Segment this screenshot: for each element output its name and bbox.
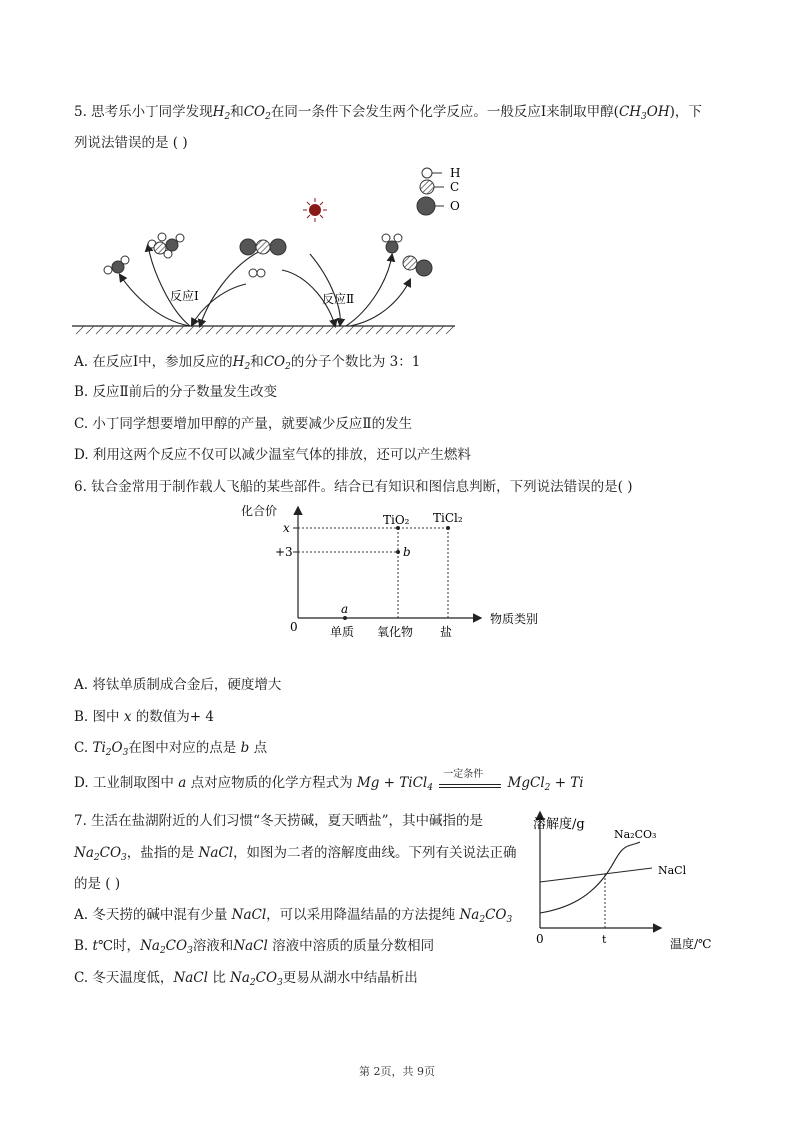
water-molecule [104, 256, 129, 274]
h2-molecule-1 [249, 269, 265, 277]
q7-option-a[interactable]: A. 冬天捞的碱中混有少量 NaCl，可以采用降温结晶的方法提纯 $Na_2CO_3$ [74, 907, 513, 925]
q6-point-a [343, 616, 347, 620]
q7-legend-na2co3: Na₂CO₃ [614, 828, 657, 841]
q7-curve-nacl [540, 868, 652, 882]
svg-text:C: C [450, 180, 460, 194]
q7-solubility-chart [530, 808, 730, 953]
q7-option-c[interactable]: C. 冬天温度低，NaCl 比 $Na_2CO_3$更易从湖水中结晶析出 [74, 970, 418, 988]
legend-c [420, 180, 459, 194]
q6-xcat-2: 氧化物 [377, 625, 414, 639]
q7-xtick-t: t [602, 933, 607, 946]
q5-option-b[interactable]: B. 反应Ⅱ前后的分子数量发生改变 [74, 384, 278, 400]
q6-option-c[interactable]: C. $Ti_2O_3$在图中对应的点是 b 点 [74, 740, 268, 758]
q6-point-a-label: a [341, 602, 349, 616]
q5-stem-line2: 列说法错误的是 ( ) [74, 135, 188, 151]
q5-option-a[interactable]: A. 在反应Ⅰ中，参加反应的$H_2$和$CO_2$的分子个数比为 3：1 [74, 354, 421, 372]
sun-icon [303, 198, 327, 222]
reaction1-arrows [120, 245, 262, 326]
q6-option-d[interactable]: D. 工业制取图中 a 点对应物质的化学方程式为 Mg + TiCl$_4$ 一定条件 MgCl$_2$ + Ti [74, 768, 584, 793]
co2-molecule-1 [240, 239, 286, 255]
q7-option-b[interactable]: B. t℃时，$Na_2CO_3$溶液和NaCl 溶液中溶质的质量分数相同 [74, 938, 435, 956]
q6-ytick-3: +3 [275, 545, 293, 559]
q7-legend-nacl: NaCl [658, 864, 687, 877]
q7-stem-line2: $Na_2CO_3$，盐指的是 NaCl，如图为二者的溶解度曲线。下列有关说法正确 [74, 845, 517, 863]
co-molecule [403, 256, 432, 276]
methanol-molecule [148, 233, 184, 258]
q6-ytick-x: x [283, 521, 290, 535]
q6-point-b [396, 550, 400, 554]
water-molecule-2 [382, 234, 402, 253]
q5-option-d[interactable]: D. 利用这两个反应不仅可以减少温室气体的排放，还可以产生燃料 [74, 447, 471, 463]
legend-o [417, 197, 460, 215]
q6-point-ticl2-label: TiCl₂ [433, 511, 463, 525]
q6-origin: 0 [290, 620, 298, 634]
q6-point-b-label: b [403, 545, 411, 559]
reaction2-label: 反应Ⅱ [322, 292, 355, 306]
q6-ylabel: 化合价 [241, 504, 278, 518]
reaction2-arrows [282, 254, 410, 326]
q7-ylabel: 溶解度/g [533, 817, 585, 832]
ground [72, 326, 455, 334]
q7-stem-line1: 7. 生活在盐湖附近的人们习惯“冬天捞碱，夏天晒盐”，其中碱指的是 [74, 813, 483, 829]
q6-option-a[interactable]: A. 将钛单质制成合金后，硬度增大 [74, 677, 282, 693]
q6-stem: 6. 钛合金常用于制作载人飞船的某些部件。结合已有知识和图信息判断，下列说法错误的是( ) [74, 479, 633, 495]
q7-curve-na2co3 [540, 842, 640, 913]
q6-valence-chart [235, 500, 555, 640]
q6-xlabel: 物质类别 [490, 612, 539, 626]
q5-stem-line1: 5. 思考乐小丁同学发现$H_2$和$CO_2$在同一条件下会发生两个化学反应。一般反应Ⅰ来制取甲醇$(CH_3OH)$，下 [74, 104, 702, 122]
reaction1-label: 反应Ⅰ [170, 289, 199, 303]
reaction-condition: 一定条件 [437, 774, 503, 794]
q6-xcat-1: 单质 [330, 625, 355, 639]
q6-point-ticl2 [446, 526, 450, 530]
svg-text:O: O [450, 199, 460, 213]
q7-xlabel: 温度/℃ [670, 937, 712, 951]
q6-xcat-3: 盐 [440, 625, 453, 639]
legend-h [422, 166, 460, 180]
q5-reaction-figure [70, 160, 460, 340]
svg-text:H: H [450, 166, 460, 180]
q6-point-tio2-label: TiO₂ [383, 513, 410, 527]
q5-option-c[interactable]: C. 小丁同学想要增加甲醇的产量，就要减少反应Ⅱ的发生 [74, 416, 413, 432]
q7-origin: 0 [536, 932, 544, 946]
q7-stem-line3: 的是 ( ) [74, 876, 121, 892]
q6-option-b[interactable]: B. 图中 x 的数值为+ 4 [74, 709, 214, 725]
page-footer: 第 2页，共 9页 [359, 1065, 435, 1078]
